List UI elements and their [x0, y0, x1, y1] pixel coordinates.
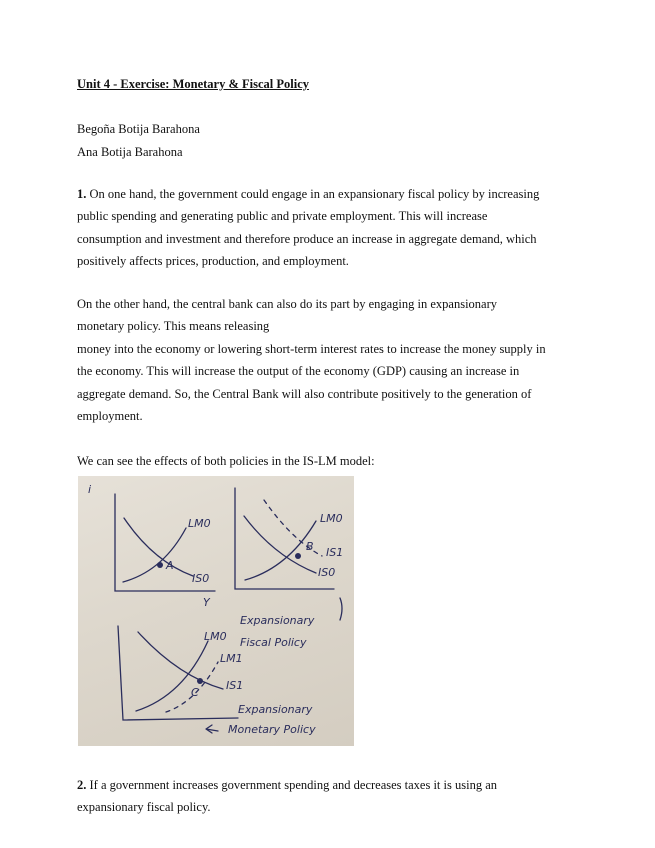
graph-1-is-label: IS0: [192, 572, 210, 585]
axis-i-label: i: [88, 483, 92, 496]
graph-3-equilibrium-dot: [197, 678, 203, 684]
graph-2-is0-label: IS0: [318, 566, 336, 579]
graph-3-lm1-label: LM1: [220, 652, 243, 665]
text-line: On the other hand, the central bank can also do its part by engaging in expansionary: [77, 297, 498, 311]
text-line: If a government increases government spending and decreases taxes it is using an: [86, 778, 498, 792]
text-line: positively affects prices, production, and employment.: [77, 254, 349, 269]
answer-1-paragraph-3: [77, 450, 577, 472]
graph-3-caption-line-2: Monetary Policy: [228, 723, 316, 736]
text-line: aggregate demand. So, the Central Bank will also contribute positively to the generation of: [77, 386, 532, 401]
graph-3-lm0-label: LM0: [204, 630, 227, 643]
answer-2-paragraph: [77, 774, 577, 819]
author-1: Begoña Botija Barahona: [77, 122, 200, 136]
is-lm-sketch-image: [78, 476, 354, 746]
graph-3-is1-label: IS1: [226, 679, 244, 692]
arrow-mark: [206, 725, 218, 733]
graph-3-caption-line-1: Expansionary: [238, 703, 313, 716]
author-2: Ana Botija Barahona: [77, 145, 183, 159]
text-line: expansionary fiscal policy.: [77, 800, 211, 815]
answer-1-number: 1.: [77, 187, 87, 201]
graph-2-caption-line-1: Expansionary: [240, 614, 315, 627]
graph-2-lm-label: LM0: [320, 512, 343, 525]
axis-y-label: Y: [203, 596, 210, 609]
graph-1-equilibrium-dot: [157, 562, 163, 568]
text-line: monetary policy. This means releasing: [77, 319, 270, 334]
text-line: money into the economy or lowering short-term interest rates to increase the money supply in: [77, 341, 546, 356]
graph-2-point-label: B: [306, 540, 314, 553]
bracket-mark: [340, 598, 342, 620]
graph-2-equilibrium-dot: [295, 553, 301, 559]
text-line: We can see the effects of both policies in the IS-LM model:: [77, 454, 375, 468]
document-title: Unit 4 - Exercise: Monetary & Fiscal Policy: [77, 77, 310, 91]
graph-2-caption-line-2: Fiscal Policy: [240, 636, 307, 649]
text-line: On one hand, the government could engage in an expansionary fiscal policy by increasing: [86, 187, 540, 201]
graph-2-is1-label: IS1: [326, 546, 344, 559]
graph-3-lm0-curve: [136, 641, 208, 711]
answer-1-paragraph-1: [77, 183, 577, 273]
answer-2-number: 2.: [77, 778, 87, 792]
text-line: public spending and generating public and private employment. This will increase: [77, 209, 488, 224]
answer-1-paragraph-2: [77, 293, 577, 427]
graph-3-point-label: C: [191, 686, 199, 699]
is-lm-diagram: [78, 476, 354, 746]
text-line: employment.: [77, 409, 143, 424]
text-line: consumption and investment and therefore produce an increase in aggregate demand, which: [77, 231, 537, 246]
graph-1-point-label: A: [166, 559, 174, 572]
graph-1-lm-label: LM0: [188, 517, 211, 530]
graph-1-lm-curve: [123, 528, 186, 582]
text-line: the economy. This will increase the output of the economy (GDP) causing an increase in: [77, 364, 520, 379]
